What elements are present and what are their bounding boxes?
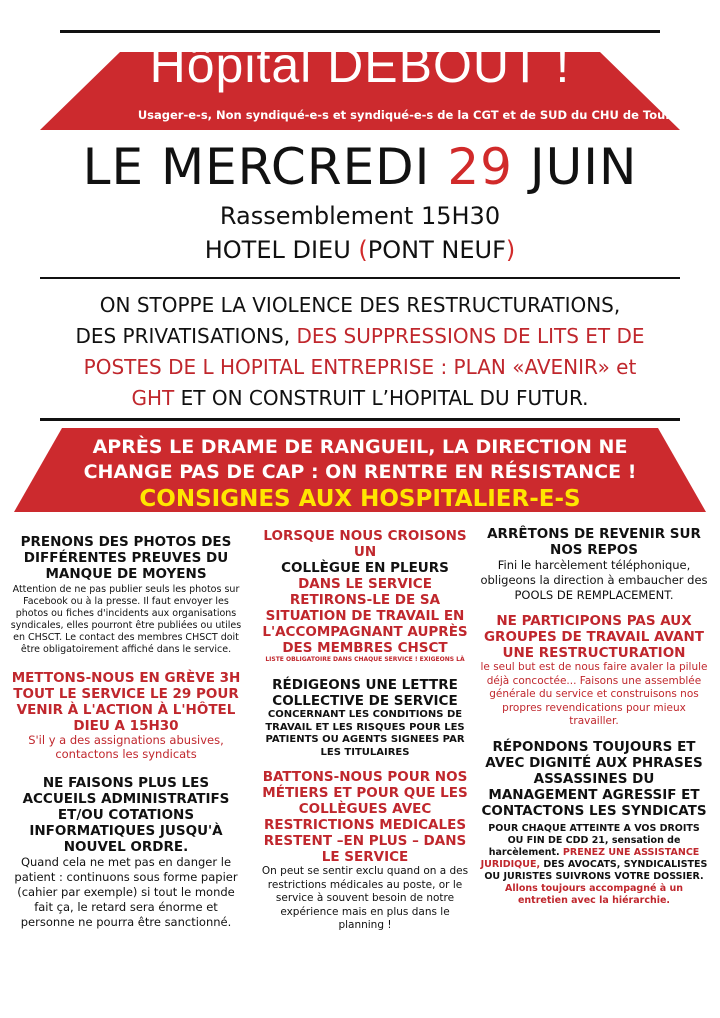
place-open: ( [358,236,368,264]
column-middle [260,528,470,933]
col1-block3-title: NE FAISONS PLUS LES ACCUEILS ADMINISTRATIFS ET/OU COTATIONS INFORMATIQUES JUSQU'À NOUVEL ORDRE. [22,775,230,855]
place-main: HOTEL DIEU [204,236,351,264]
place-inner: PONT NEUF [367,236,506,264]
col2-block1-tiny: LISTE OBLIGATOIRE DANS CHAQUE SERVICE ! EXIGEONS LÀ [265,656,465,663]
col1-block2-text: S'il y a des assignations abusives, contactons les syndicats [28,733,224,761]
col3-block3-red-b: Allons toujours accompagné à un entretien avec la hiérarchie. [504,882,683,906]
col3-block2-title: NE PARTICIPONS PAS AUX GROUPES DE TRAVAIL AVANT UNE RESTRUCTURATION [483,613,705,661]
date-prefix: LE MERCREDI [82,138,431,196]
col2-block1-red-a: LORSQUE NOUS CROISONS UN [263,528,467,560]
manifesto-red-1: DES SUPPRESSIONS DE LITS ET DE [296,324,645,348]
col3-block3-text-b: DES AVOCATS, SYNDICALISTES OU JURISTES SUIVRONS VOTRE DOSSIER. [484,858,708,882]
col3-block2-text: le seul but est de nous faire avaler la pilule déjà concoctée... Faisons une assemblée générale du service et construisons nos propres revendications pour mieux travailler. [480,661,708,727]
col3-block1-title: ARRÊTONS DE REVENIR SUR NOS REPOS [487,526,701,558]
page-subtitle: Usager-e-s, Non syndiqué-e-s et syndiqué-e-s de la CGT et de SUD du CHU de Toulouse [137,108,700,122]
manifesto-red-3: GHT [131,386,175,410]
column-right [480,526,708,907]
col1-block2-title: METTONS-NOUS EN GRÈVE 3H TOUT LE SERVICE LE 29 POUR VENIR À L'ACTION À L'HÔTEL DIEU A 15H30 [11,670,241,734]
col1-block1-title: PRENONS DES PHOTOS DES DIFFÉRENTES PREUVES DU MANQUE DE MOYENS [20,534,232,582]
column-left [10,534,242,930]
banner-line-2: CHANGE PAS DE CAP : ON RENTRE EN RÉSISTANCE ! [83,461,637,483]
col2-block1-black: COLLÈGUE EN PLEURS [281,560,449,576]
col2-block2-text: CONCERNANT LES CONDITIONS DE TRAVAIL ET LES RISQUES POUR LES PATIENTS OU AGENTS SIGNEES PAR LES TITULAIRES [265,709,465,758]
date-month: JUIN [529,138,638,196]
manifesto-black-3: ET ON CONSTRUIT L’HOPITAL DU FUTUR. [180,386,589,410]
manifesto-black-1: ON STOPPE LA VIOLENCE DES RESTRUCTURATIONS, [99,293,621,317]
banner-headline: CONSIGNES AUX HOSPITALIER-E-S [139,486,581,512]
col2-block2-title: RÉDIGEONS UNE LETTRE COLLECTIVE DE SERVICE [272,677,458,709]
banner-line-1: APRÈS LE DRAME DE RANGUEIL, LA DIRECTION NE [92,436,628,458]
col2-block3-title: BATTONS-NOUS POUR NOS MÉTIERS ET POUR QUE LES COLLÈGUES AVEC RESTRICTIONS MEDICALES RESTENT –EN PLUS – DANS LE SERVICE [262,769,468,865]
date-day: 29 [447,138,513,196]
col2-block1-red-b: DANS LE SERVICE RETIRONS-LE DE SA SITUATION DE TRAVAIL EN L'ACCOMPAGNANT AUPRÈS DES MEMBRES CHSCT [262,576,468,656]
col3-block3-text-a: POUR CHAQUE ATTEINTE A VOS DROITS OU FIN DE CDD 21, sensation de harcèlement. [488,822,700,858]
col1-block1-text: Attention de ne pas publier seuls les photos sur Facebook ou à la presse. Il faut envoyer les photos ou fiches d'incidents aux organisations syndicales, elles pourront être publiées ou utiles en CHSCT. Le contact des membres CHSCT doit être obligatoirement affiché dans le service. [10,584,242,655]
col3-block3-red-a: PRENEZ UNE ASSISTANCE JURIDIQUE, [480,846,700,870]
col3-block3-text [480,823,708,907]
manifesto-red-2: POSTES DE L HOPITAL ENTREPRISE : PLAN «AVENIR» et [83,355,637,379]
col3-block1-text: Fini le harcèlement téléphonique, obligeons la direction à embaucher des POOLS DE REMPLACEMENT. [480,558,708,602]
place-close: ) [505,236,516,264]
col3-block3-title: RÉPONDONS TOUJOURS ET AVEC DIGNITÉ AUX PHRASES ASSASSINES DU MANAGEMENT AGRESSIF ET CONTACTONS LES SYNDICATS [481,738,707,819]
col2-block3-text: On peut se sentir exclu quand on a des restrictions médicales au poste, or le service à souvent besoin de notre expérience mais en plus dans le planning ! [261,865,469,931]
manifesto-black-2: DES PRIVATISATIONS, [75,324,291,348]
rally-time: Rassemblement 15H30 [219,202,501,230]
col1-block3-text: Quand cela ne met pas en danger le patient : continuons sous forme papier (cahier par exemple) si tout le monde fait ça, le retard sera énorme et personne ne pourra être sanctionné. [14,855,238,929]
page-title: Hôpital DEBOUT ! [149,37,571,93]
